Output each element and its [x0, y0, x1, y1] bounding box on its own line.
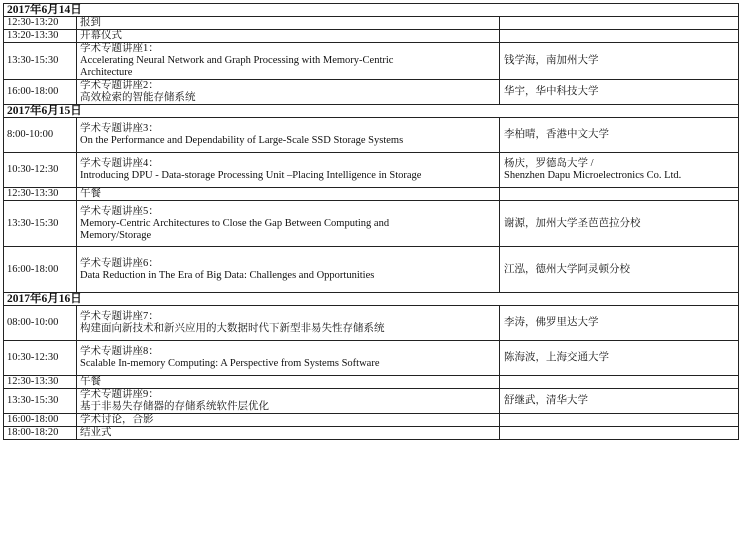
session-topic	[77, 188, 500, 201]
session-topic	[77, 118, 500, 153]
day-date: 2017年6月15日	[4, 105, 739, 118]
session-speaker	[500, 306, 739, 341]
topic-line: 学术专题讲座4：	[80, 158, 159, 169]
topic-line: 结业式	[80, 427, 112, 438]
session-time: 13:30-15:30	[4, 43, 77, 80]
session-speaker	[500, 188, 739, 201]
session-topic	[77, 376, 500, 389]
topic-line: 学术专题讲座9：	[80, 389, 159, 400]
session-row	[4, 414, 739, 427]
topic-line: Memory-Centric Architectures to Close the Gap Between Computing and	[80, 217, 390, 229]
session-row	[4, 188, 739, 201]
session-topic	[77, 30, 500, 43]
session-row	[4, 389, 739, 414]
session-time: 12:30-13:30	[4, 376, 77, 389]
session-speaker	[500, 376, 739, 389]
session-topic	[77, 43, 500, 80]
speaker-line: 李柏晴，香港中文大学	[504, 129, 609, 140]
session-time: 10:30-12:30	[4, 153, 77, 188]
session-row	[4, 306, 739, 341]
topic-line: 学术专题讲座6：	[80, 257, 159, 269]
topic-line: 学术专题讲座8：	[80, 346, 159, 357]
session-topic	[77, 389, 500, 414]
topic-line: 高效检索的智能存储系统	[80, 92, 196, 103]
topic-line: 报到	[80, 17, 101, 28]
speaker-line: 李涛，佛罗里达大学	[504, 317, 599, 328]
speaker-line: 江泓，德州大学阿灵顿分校	[504, 263, 630, 275]
schedule-sheet	[3, 3, 738, 543]
session-time: 08:00-10:00	[4, 306, 77, 341]
day-header-row	[4, 105, 739, 118]
topic-line: Data Reduction in The Era of Big Data: Challenges and Opportunities	[80, 269, 375, 281]
session-speaker	[500, 414, 739, 427]
topic-line: 学术专题讲座3：	[80, 123, 159, 134]
day-date: 2017年6月14日	[4, 4, 739, 17]
session-row	[4, 43, 739, 80]
session-speaker	[500, 153, 739, 188]
speaker-line: Shenzhen Dapu Microelectronics Co. Ltd.	[504, 170, 682, 181]
speaker-line: 舒继武，清华大学	[504, 395, 588, 406]
session-topic	[77, 201, 500, 247]
session-row	[4, 376, 739, 389]
topic-line: 学术讨论，合影	[80, 414, 154, 425]
session-row	[4, 201, 739, 247]
speaker-line: 陈海波，上海交通大学	[504, 352, 609, 363]
session-speaker	[500, 247, 739, 293]
topic-line: 基于非易失存储器的存储系统软件层优化	[80, 401, 269, 412]
schedule-table	[3, 3, 739, 440]
topic-line: 学术专题讲座5：	[80, 205, 159, 217]
session-topic	[77, 306, 500, 341]
topic-line: Memory/Storage	[80, 229, 152, 241]
speaker-line: 钱学海，南加州大学	[504, 55, 599, 66]
session-time: 13:30-15:30	[4, 389, 77, 414]
speaker-line: 杨庆，罗德岛大学 /	[504, 158, 594, 169]
day-date: 2017年6月16日	[4, 293, 739, 306]
session-topic	[77, 153, 500, 188]
session-speaker	[500, 17, 739, 30]
session-speaker	[500, 389, 739, 414]
day-header-row	[4, 4, 739, 17]
session-topic	[77, 80, 500, 105]
session-row	[4, 427, 739, 440]
session-topic	[77, 341, 500, 376]
session-topic	[77, 17, 500, 30]
session-time: 13:20-13:30	[4, 30, 77, 43]
session-speaker	[500, 427, 739, 440]
session-speaker	[500, 201, 739, 247]
session-row	[4, 341, 739, 376]
session-speaker	[500, 118, 739, 153]
session-row	[4, 80, 739, 105]
session-time: 10:30-12:30	[4, 341, 77, 376]
session-row	[4, 118, 739, 153]
session-speaker	[500, 30, 739, 43]
session-time: 16:00-18:00	[4, 414, 77, 427]
session-row	[4, 17, 739, 30]
session-time: 16:00-18:00	[4, 247, 77, 293]
topic-line: 午餐	[80, 376, 101, 387]
speaker-line: 华宇，华中科技大学	[504, 86, 599, 97]
topic-line: Introducing DPU - Data-storage Processing Unit –Placing Intelligence in Storage	[80, 170, 422, 181]
session-topic	[77, 247, 500, 293]
session-time: 12:30-13:30	[4, 188, 77, 201]
session-row	[4, 247, 739, 293]
topic-line: 构建面向新技术和新兴应用的大数据时代下新型非易失性存储系统	[80, 323, 385, 334]
session-speaker	[500, 43, 739, 80]
topic-line: 午餐	[80, 188, 101, 199]
topic-line: Accelerating Neural Network and Graph Processing with Memory-Centric	[80, 55, 394, 66]
session-topic	[77, 414, 500, 427]
speaker-line: 谢源，加州大学圣芭芭拉分校	[504, 217, 641, 229]
topic-line: 学术专题讲座1：	[80, 43, 159, 54]
session-topic	[77, 427, 500, 440]
session-row	[4, 153, 739, 188]
topic-line: Architecture	[80, 67, 133, 78]
session-time: 16:00-18:00	[4, 80, 77, 105]
topic-line: 开幕仪式	[80, 30, 122, 41]
topic-line: 学术专题讲座2：	[80, 80, 159, 91]
session-time: 12:30-13:20	[4, 17, 77, 30]
topic-line: 学术专题讲座7：	[80, 311, 159, 322]
topic-line: Scalable In-memory Computing: A Perspective from Systems Software	[80, 358, 380, 369]
day-header-row	[4, 293, 739, 306]
session-time: 13:30-15:30	[4, 201, 77, 247]
session-speaker	[500, 80, 739, 105]
session-time: 8:00-10:00	[4, 118, 77, 153]
session-speaker	[500, 341, 739, 376]
session-time: 18:00-18:20	[4, 427, 77, 440]
session-row	[4, 30, 739, 43]
topic-line: On the Performance and Dependability of Large-Scale SSD Storage Systems	[80, 135, 404, 146]
